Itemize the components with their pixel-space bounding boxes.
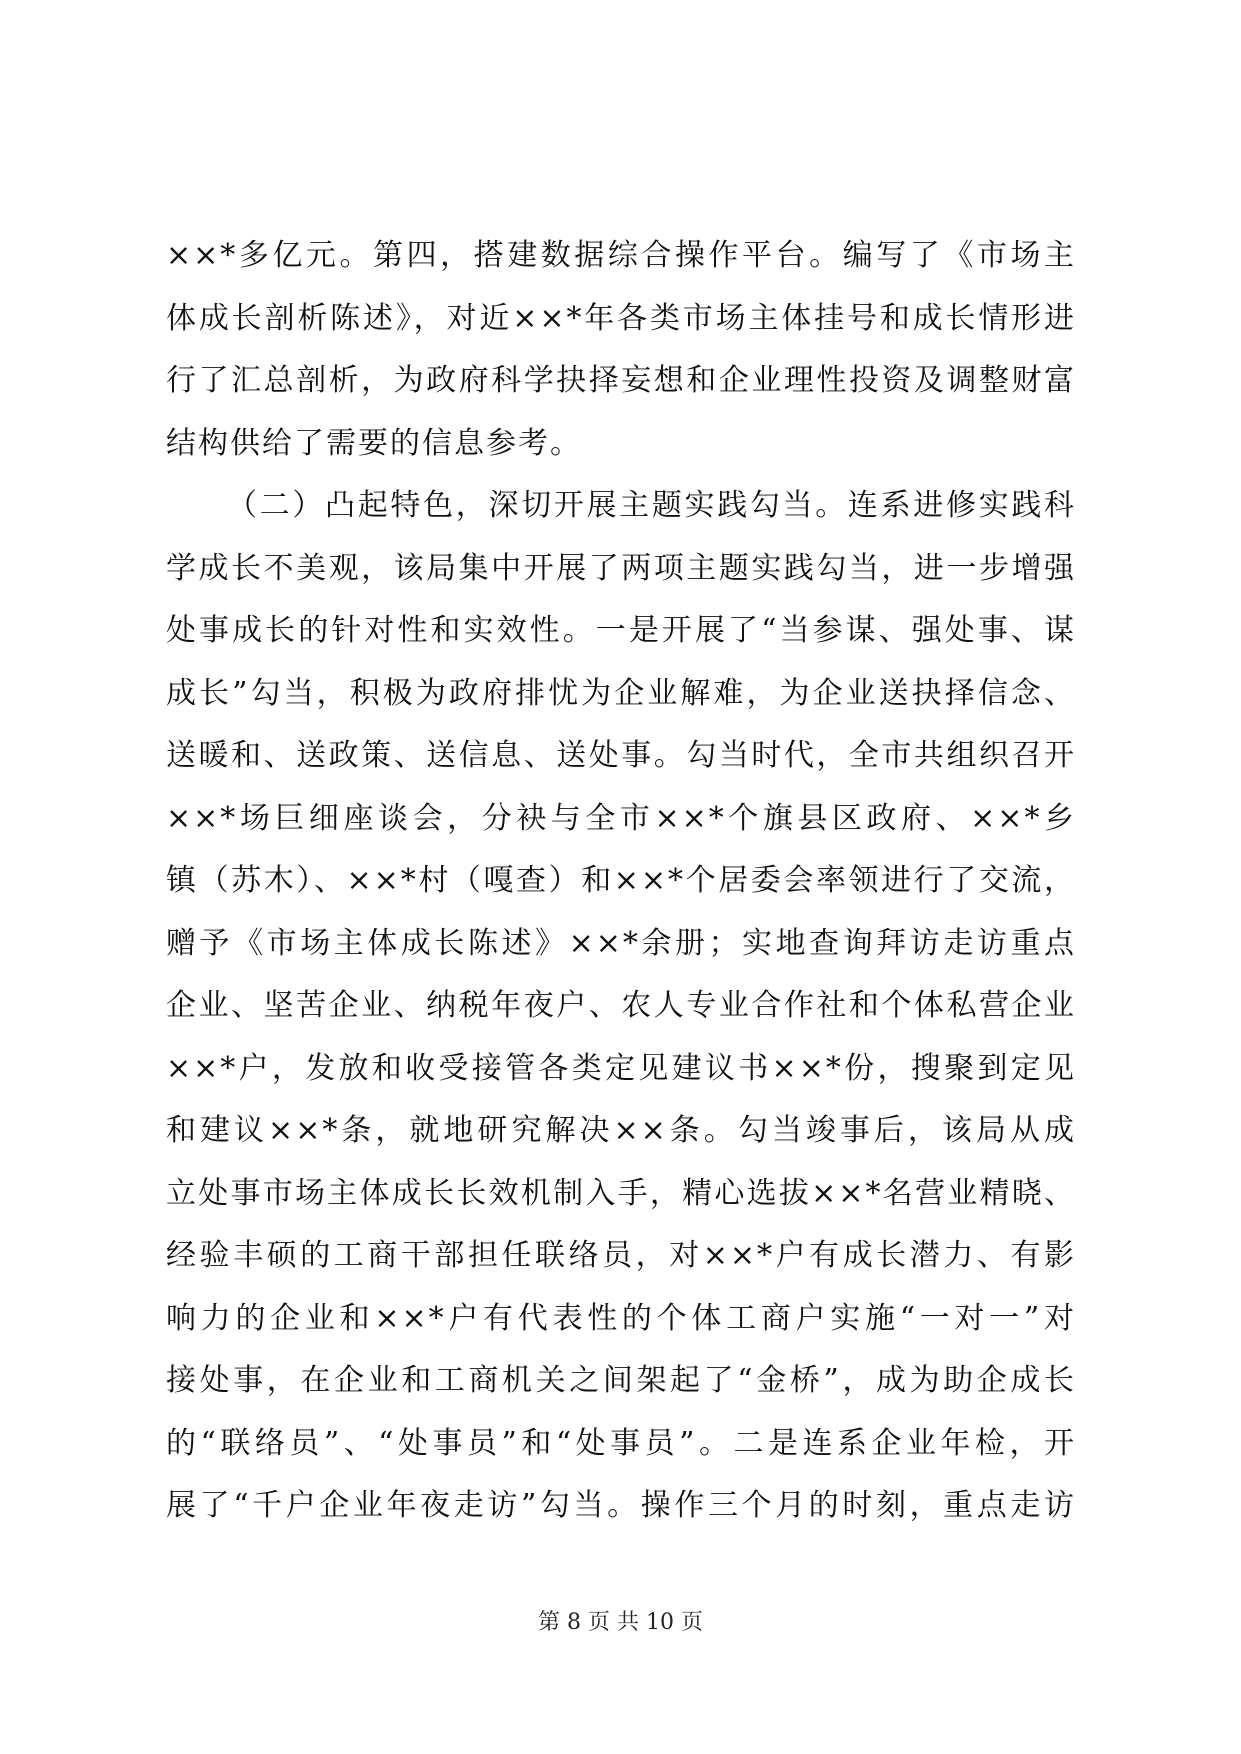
text-line: 行了汇总剖析，为政府科学抉择妄想和企业理性投资及调整财富 [166,363,1076,398]
text-line: 接处事，在企业和工商机关之间架起了“金桥”，成为助企成长 [166,1363,1076,1398]
text-line: 的“联络员”、“处事员”和“处事员”。二是连系企业年检，开 [166,1425,1076,1461]
text-line: 展了“千户企业年夜走访”勾当。操作三个月的时刻，重点走访 [166,1488,1076,1523]
text-line: 响力的企业和××*户有代表性的个体工商户实施“一对一”对 [166,1300,1076,1336]
text-line: 体成长剖析陈述》，对近××*年各类市场主体挂号和成长情形进 [166,300,1076,336]
text-line: 和建议××*条，就地研究解决××条。勾当竣事后，该局从成 [166,1113,1076,1148]
text-line: 企业、坚苦企业、纳税年夜户、农人专业合作社和个体私营企业 [166,988,1076,1023]
text-line: 镇（苏木）、××*村（嘎查）和××*个居委会率领进行了交流， [166,863,1076,898]
text-line: ××*场巨细座谈会，分袂与全市××*个旗县区政府、××*乡 [166,800,1076,836]
text-line: ××*户，发放和收受接管各类定见建议书××*份，搜聚到定见 [166,1050,1076,1086]
body-text [166,225,1076,1538]
text-line: ××*多亿元。第四，搭建数据综合操作平台。编写了《市场主 [166,238,1076,273]
text-line: 结构供给了需要的信息参考。 [166,425,582,461]
text-line: 处事成长的针对性和实效性。一是开展了“当参谋、强处事、谋 [166,613,1076,648]
text-line: 学成长不美观，该局集中开展了两项主题实践勾当，进一步增强 [166,550,1076,586]
paragraph-start-line: （二）凸起特色，深切开展主题实践勾当。连系进修实践科 [227,488,1076,523]
text-line: 赠予《市场主体成长陈述》××*余册；实地查询拜访走访重点 [166,925,1076,961]
text-line: 送暖和、送政策、送信息、送处事。勾当时代，全市共组织召开 [166,738,1076,773]
text-line: 成长”勾当，积极为政府排忧为企业解难，为企业送抉择信念、 [166,675,1076,711]
text-line: 经验丰硕的工商干部担任联络员，对××*户有成长潜力、有影 [166,1238,1076,1273]
page-number-footer: 第 8 页 共 10 页 [538,1610,703,1635]
text-line: 立处事市场主体成长长效机制入手，精心选拔××*名营业精晓、 [166,1175,1076,1211]
